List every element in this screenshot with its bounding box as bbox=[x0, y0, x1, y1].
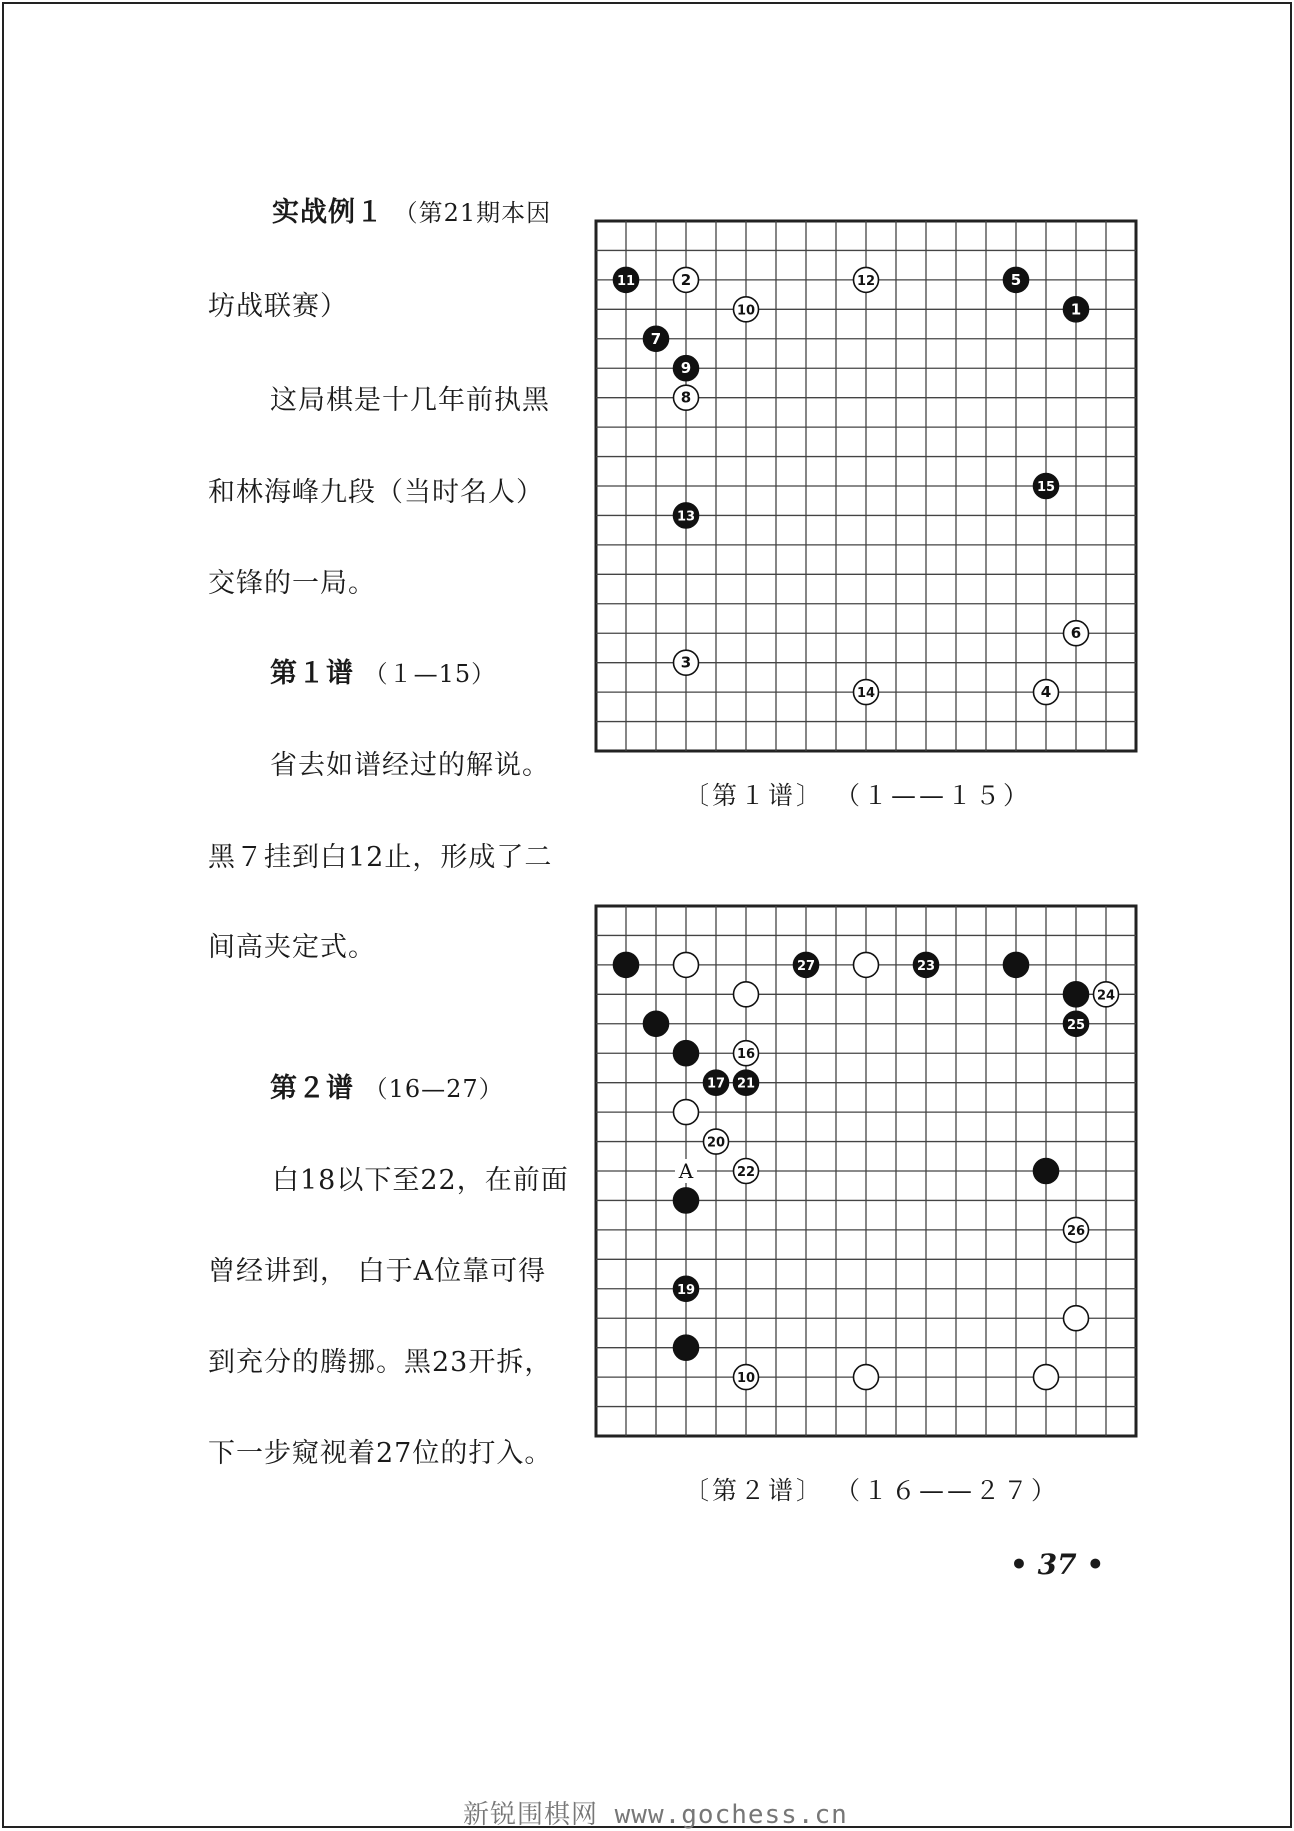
diagram2-stone-disc bbox=[1034, 1159, 1059, 1184]
diagram2-stone-disc bbox=[1034, 1365, 1059, 1390]
diagram2-stone-black bbox=[1064, 982, 1089, 1007]
diagram1-stone-1 bbox=[1064, 297, 1089, 322]
diagram2-stone-16 bbox=[734, 1041, 759, 1066]
page-number-dot-right: • bbox=[1086, 1548, 1105, 1581]
diagram1-stone-label: 14 bbox=[856, 686, 876, 702]
diagram2-stone-white bbox=[854, 1365, 879, 1390]
diagram2-stone-disc bbox=[1004, 952, 1029, 977]
section1-heading bbox=[270, 651, 496, 690]
diagram1-stone-label: 8 bbox=[680, 388, 692, 407]
diagram1-stone-label: 6 bbox=[1070, 624, 1082, 643]
diagram2-stone-disc bbox=[1064, 982, 1089, 1007]
go-diagram-1 bbox=[590, 215, 1140, 760]
diagram1-stone-6 bbox=[1064, 621, 1089, 646]
example-note-cont: 坊战联赛） bbox=[208, 291, 348, 322]
diagram2-stone-black bbox=[614, 952, 639, 977]
diagram1-stone-label: 3 bbox=[680, 653, 692, 672]
section1-line-1: 省去如谱经过的解说。 bbox=[270, 750, 550, 781]
section2-range: （16—27） bbox=[363, 1075, 504, 1103]
diagram2-stone-disc bbox=[644, 1011, 669, 1036]
diagram2-stone-disc bbox=[674, 1041, 699, 1066]
section2-line-3: 到充分的腾挪。黑23开拆， bbox=[208, 1347, 553, 1378]
diagram2-stone-disc bbox=[674, 1335, 699, 1360]
intro-line-3: 交锋的一局。 bbox=[208, 568, 376, 599]
section2-line-4: 下一步窥视着27位的打入。 bbox=[208, 1438, 553, 1469]
page-number bbox=[1010, 1548, 1104, 1581]
section1-line-2: 黑７挂到白12止，形成了二 bbox=[208, 842, 553, 873]
diagram2-stone-label: 21 bbox=[736, 1076, 756, 1092]
diagram1-stone-9 bbox=[674, 356, 699, 381]
diagram1-stone-label: 4 bbox=[1040, 683, 1052, 702]
diagram2-stone-label: 20 bbox=[706, 1135, 726, 1151]
diagram2-stone-label: 22 bbox=[736, 1165, 756, 1180]
diagram2-stone-23 bbox=[914, 952, 939, 977]
section2-title: 第２谱 bbox=[270, 1073, 354, 1104]
diagram2-stone-label: 23 bbox=[916, 958, 936, 974]
diagram2-stone-white bbox=[854, 952, 879, 977]
diagram2-stone-label: 25 bbox=[1066, 1017, 1086, 1033]
example-heading bbox=[272, 190, 551, 229]
diagram2-stone-10 bbox=[734, 1365, 759, 1390]
diagram2-stone-white bbox=[1034, 1365, 1059, 1390]
diagram2-stone-label: 19 bbox=[676, 1282, 696, 1298]
section1-title: 第１谱 bbox=[270, 658, 354, 689]
diagram2-stone-white bbox=[674, 952, 699, 977]
section1-line-3: 间高夹定式。 bbox=[208, 932, 376, 963]
diagram2-stone-label: 24 bbox=[1096, 988, 1116, 1004]
diagram2-stone-black bbox=[1034, 1159, 1059, 1184]
diagram1-stone-label: 11 bbox=[616, 273, 636, 289]
diagram2-stone-17 bbox=[704, 1070, 729, 1095]
diagram1-stone-label: 7 bbox=[650, 329, 662, 348]
section2-line-1: 白18以下至22，在前面 bbox=[272, 1165, 569, 1196]
section2-line-2: 曾经讲到， 白于A位靠可得 bbox=[208, 1256, 547, 1287]
diagram2-stone-19 bbox=[674, 1276, 699, 1301]
diagram1-stone-label: 15 bbox=[1036, 480, 1056, 495]
diagram2-stone-label: 27 bbox=[796, 958, 816, 974]
diagram2-stone-24 bbox=[1094, 982, 1119, 1007]
diagram2-stone-white bbox=[674, 1100, 699, 1125]
diagram1-stone-label: 2 bbox=[680, 270, 692, 289]
diagram2-stone-disc bbox=[674, 952, 699, 977]
diagram2-stone-black bbox=[644, 1011, 669, 1036]
diagram2-stone-black bbox=[674, 1041, 699, 1066]
section1-range: （１—15） bbox=[363, 660, 497, 688]
diagram2-stone-20 bbox=[704, 1129, 729, 1154]
diagram1-stone-10 bbox=[734, 297, 759, 322]
diagram2-stone-disc bbox=[854, 952, 879, 977]
example-note: （第21期本因 bbox=[393, 199, 552, 227]
page-number-value: 37 bbox=[1037, 1548, 1077, 1581]
diagram2-stone-22 bbox=[734, 1159, 759, 1184]
diagram1-stone-5 bbox=[1004, 267, 1029, 292]
intro-line-2: 和林海峰九段（当时名人） bbox=[208, 477, 544, 508]
diagram2-stone-label: 16 bbox=[736, 1047, 756, 1063]
diagram2-stone-label: 26 bbox=[1066, 1223, 1086, 1239]
diagram2-stone-black bbox=[674, 1335, 699, 1360]
diagram2-stone-white bbox=[734, 982, 759, 1007]
diagram2-stone-black bbox=[1004, 952, 1029, 977]
diagram1-stone-2 bbox=[674, 267, 699, 292]
diagram1-stone-label: 9 bbox=[680, 359, 692, 378]
diagram1-stone-8 bbox=[674, 385, 699, 410]
diagram1-stone-label: 1 bbox=[1070, 300, 1082, 319]
diagram2-mark-a: A bbox=[678, 1159, 694, 1183]
diagram2-stone-disc bbox=[1064, 1306, 1089, 1331]
diagram1-stone-14 bbox=[854, 680, 879, 705]
diagram2-stone-white bbox=[1064, 1306, 1089, 1331]
diagram2-stone-disc bbox=[674, 1100, 699, 1125]
diagram2-stone-disc bbox=[614, 952, 639, 977]
diagram2-stone-27 bbox=[794, 952, 819, 977]
diagram2-stone-label: 17 bbox=[706, 1076, 726, 1092]
page-number-dot-left: • bbox=[1010, 1548, 1028, 1581]
diagram2-stone-disc bbox=[734, 982, 759, 1007]
go-diagram-2 bbox=[590, 900, 1140, 1445]
diagram2-stone-disc bbox=[674, 1188, 699, 1213]
diagram1-stone-12 bbox=[854, 267, 879, 292]
diagram1-stone-11 bbox=[614, 267, 639, 292]
diagram2-stone-21 bbox=[734, 1070, 759, 1095]
diagram1-stone-4 bbox=[1034, 680, 1059, 705]
diagram2-stone-25 bbox=[1064, 1011, 1089, 1036]
diagram1-stone-label: 10 bbox=[736, 303, 756, 319]
diagram1-stone-label: 13 bbox=[676, 509, 696, 525]
intro-line-1: 这局棋是十几年前执黑 bbox=[270, 385, 550, 416]
diagram2-stone-disc bbox=[854, 1365, 879, 1390]
diagram1-stone-13 bbox=[674, 503, 699, 528]
diagram2-stone-black bbox=[674, 1188, 699, 1213]
diagram1-stone-label: 12 bbox=[856, 273, 876, 289]
section2-heading bbox=[270, 1066, 504, 1105]
diagram1-stone-3 bbox=[674, 650, 699, 675]
diagram2-caption: 〔第２谱〕 （１６——２７） bbox=[684, 1476, 1059, 1505]
diagram1-stone-label: 5 bbox=[1010, 270, 1022, 289]
diagram2-stone-26 bbox=[1064, 1217, 1089, 1242]
example-title: 实战例１ bbox=[272, 197, 384, 228]
diagram1-caption: 〔第１谱〕 （１——１５） bbox=[684, 781, 1031, 810]
diagram1-stone-7 bbox=[644, 326, 669, 351]
diagram1-stone-15 bbox=[1034, 474, 1059, 499]
diagram2-stone-label: 10 bbox=[736, 1371, 756, 1387]
site-footer: 新锐围棋网 www.gochess.cn bbox=[463, 1800, 848, 1830]
